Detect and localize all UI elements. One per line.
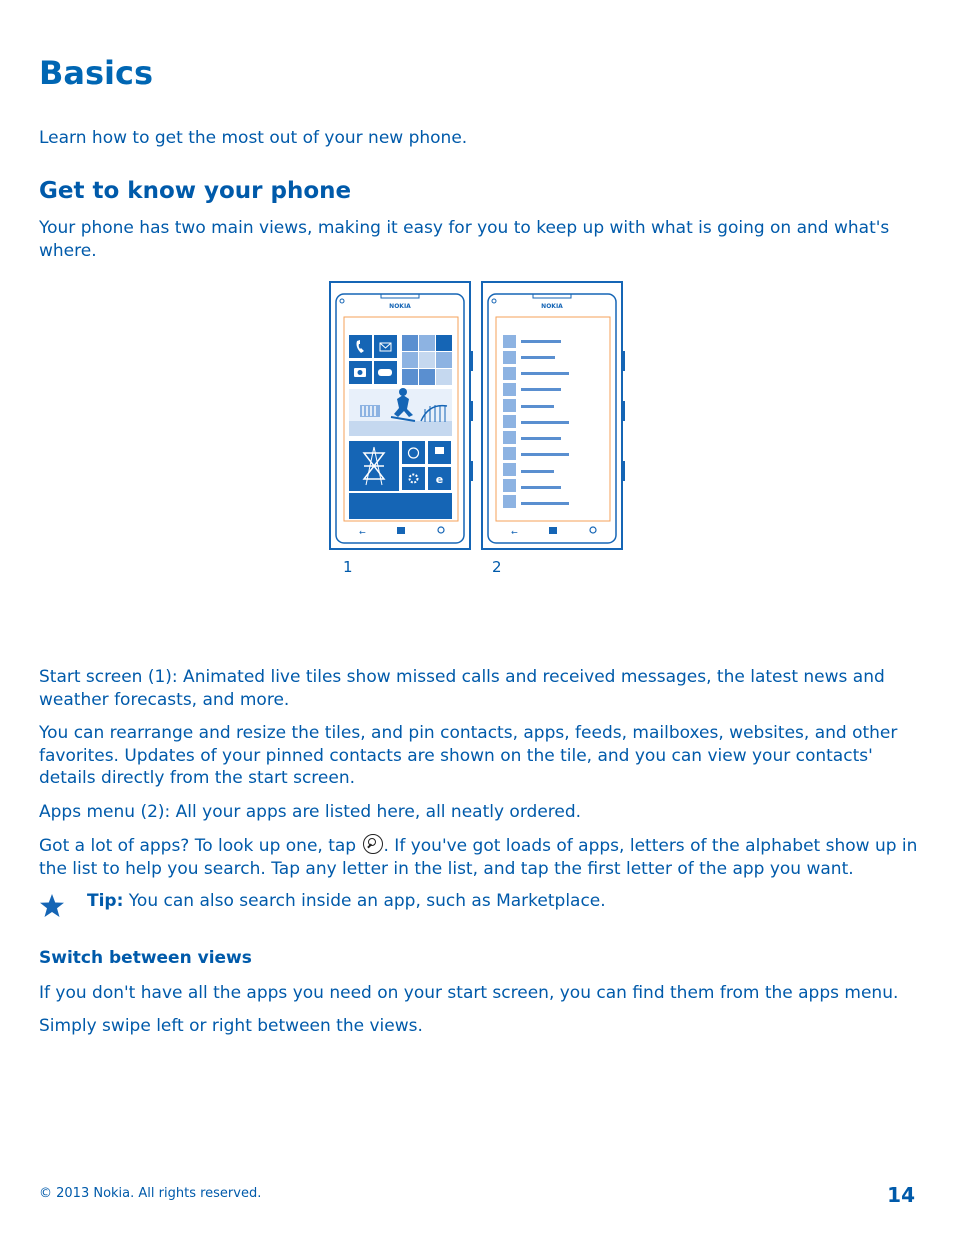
phones-illustration-svg bbox=[329, 281, 625, 551]
tip-paragraph bbox=[87, 890, 907, 913]
lookup-text-after: . If you've got loads of apps, letters of the alphabet show up in the list to help you search. Tap any letter in the list, and tap the first letter of the app you want. bbox=[39, 836, 918, 879]
intro-text: Learn how to get the most out of your new phone. bbox=[39, 128, 468, 148]
tip-text: You can also search inside an app, such as Marketplace. bbox=[123, 891, 606, 911]
svg-text:e: e bbox=[435, 473, 444, 486]
section-text: Your phone has two main views, making it easy for you to keep up with what is going on and what's where. bbox=[39, 218, 890, 261]
subsection-text-1: If you don't have all the apps you need on your start screen, you can find them from the apps menu. bbox=[39, 983, 899, 1003]
brand-label-1: NOKIA bbox=[389, 303, 411, 310]
figure-label-2: 2 bbox=[492, 558, 502, 576]
subsection-text-2: Simply swipe left or right between the views. bbox=[39, 1016, 423, 1036]
subsection-heading: Switch between views bbox=[39, 948, 252, 968]
search-icon bbox=[363, 834, 383, 854]
brand-label-2: NOKIA bbox=[541, 303, 563, 310]
phone-apps-menu bbox=[482, 282, 625, 549]
phone-start-screen bbox=[330, 282, 473, 549]
start-screen-paragraph: Start screen (1): Animated live tiles show missed calls and received messages, the latest news and weather forecasts, and more. bbox=[39, 667, 885, 710]
apps-menu-paragraph: Apps menu (2): All your apps are listed here, all neatly ordered. bbox=[39, 802, 582, 822]
lookup-paragraph bbox=[39, 834, 919, 880]
page-title: Basics bbox=[39, 54, 154, 92]
tip-label: Tip: bbox=[87, 891, 124, 911]
star-icon bbox=[39, 893, 65, 919]
svg-text:←: ← bbox=[511, 528, 518, 537]
section-heading: Get to know your phone bbox=[39, 178, 352, 204]
svg-text:←: ← bbox=[359, 528, 366, 537]
phones-illustration bbox=[329, 281, 625, 551]
lookup-text-before: Got a lot of apps? To look up one, tap bbox=[39, 836, 362, 856]
rearrange-paragraph: You can rearrange and resize the tiles, and pin contacts, apps, feeds, mailboxes, websites, and other favorites. Updates of your pinned contacts are shown on the tile, and you can view your contacts' details directly from the start screen. bbox=[39, 723, 898, 788]
figure-label-1: 1 bbox=[343, 558, 353, 576]
footer-copyright: © 2013 Nokia. All rights reserved. bbox=[39, 1186, 262, 1201]
page-number: 14 bbox=[887, 1183, 915, 1207]
